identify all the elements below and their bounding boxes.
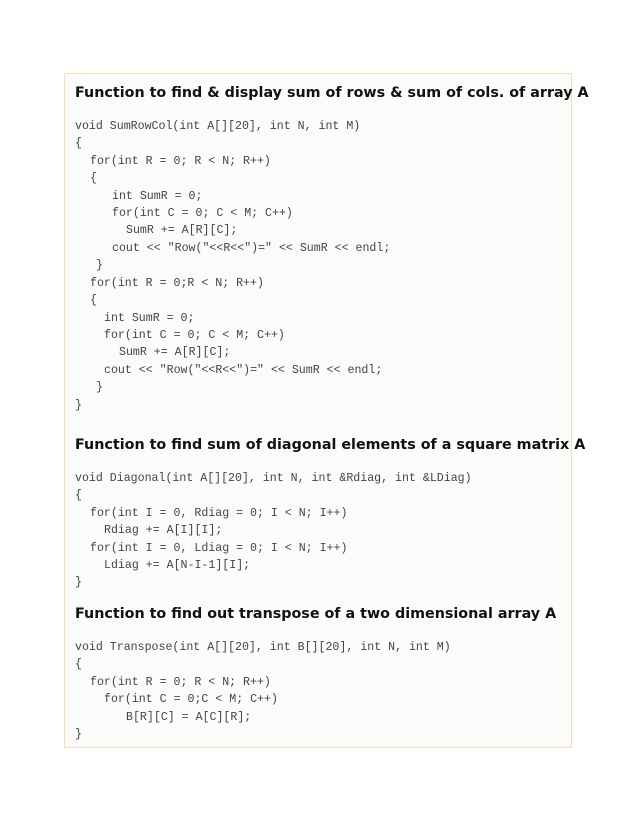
code-line: for(int C = 0; C < M; C++) [112, 207, 293, 220]
code-line: } [75, 576, 82, 589]
section-heading-row-col-sum: Function to find & display sum of rows & sum of cols. of array A [75, 85, 589, 101]
code-line: void Transpose(int A[][20], int B[][20], int N, int M) [75, 641, 451, 654]
section-heading-diagonal-sum: Function to find sum of diagonal elements of a square matrix A [75, 437, 586, 453]
code-line: { [75, 658, 82, 671]
code-line: int SumR = 0; [104, 312, 195, 325]
code-line: SumR += A[R][C]; [119, 346, 231, 359]
code-line: SumR += A[R][C]; [126, 224, 238, 237]
code-line: B[R][C] = A[C][R]; [126, 711, 252, 724]
code-line: for(int I = 0, Rdiag = 0; I < N; I++) [90, 507, 348, 520]
code-line: { [75, 137, 82, 150]
code-line: for(int R = 0;R < N; R++) [90, 277, 264, 290]
code-line: int SumR = 0; [112, 190, 203, 203]
code-line: for(int R = 0; R < N; R++) [90, 155, 271, 168]
code-line: { [90, 172, 97, 185]
code-line: for(int R = 0; R < N; R++) [90, 676, 271, 689]
code-line: { [75, 489, 82, 502]
code-line: cout << "Row("<<R<<")=" << SumR << endl; [104, 364, 383, 377]
code-line: cout << "Row("<<R<<")=" << SumR << endl; [112, 242, 391, 255]
code-line: Ldiag += A[N-I-1][I]; [104, 559, 251, 572]
code-line: void SumRowCol(int A[][20], int N, int M) [75, 120, 361, 133]
code-line: for(int C = 0;C < M; C++) [104, 693, 278, 706]
code-line: } [96, 381, 103, 394]
code-line: for(int I = 0, Ldiag = 0; I < N; I++) [90, 542, 348, 555]
code-line: for(int C = 0; C < M; C++) [104, 329, 285, 342]
section-heading-transpose: Function to find out transpose of a two dimensional array A [75, 606, 557, 622]
code-line: Rdiag += A[I][I]; [104, 524, 223, 537]
code-line: } [75, 728, 82, 741]
code-line: } [96, 259, 103, 272]
code-line: void Diagonal(int A[][20], int N, int &Rdiag, int &LDiag) [75, 472, 472, 485]
code-line: } [75, 399, 82, 412]
code-line: { [90, 294, 97, 307]
